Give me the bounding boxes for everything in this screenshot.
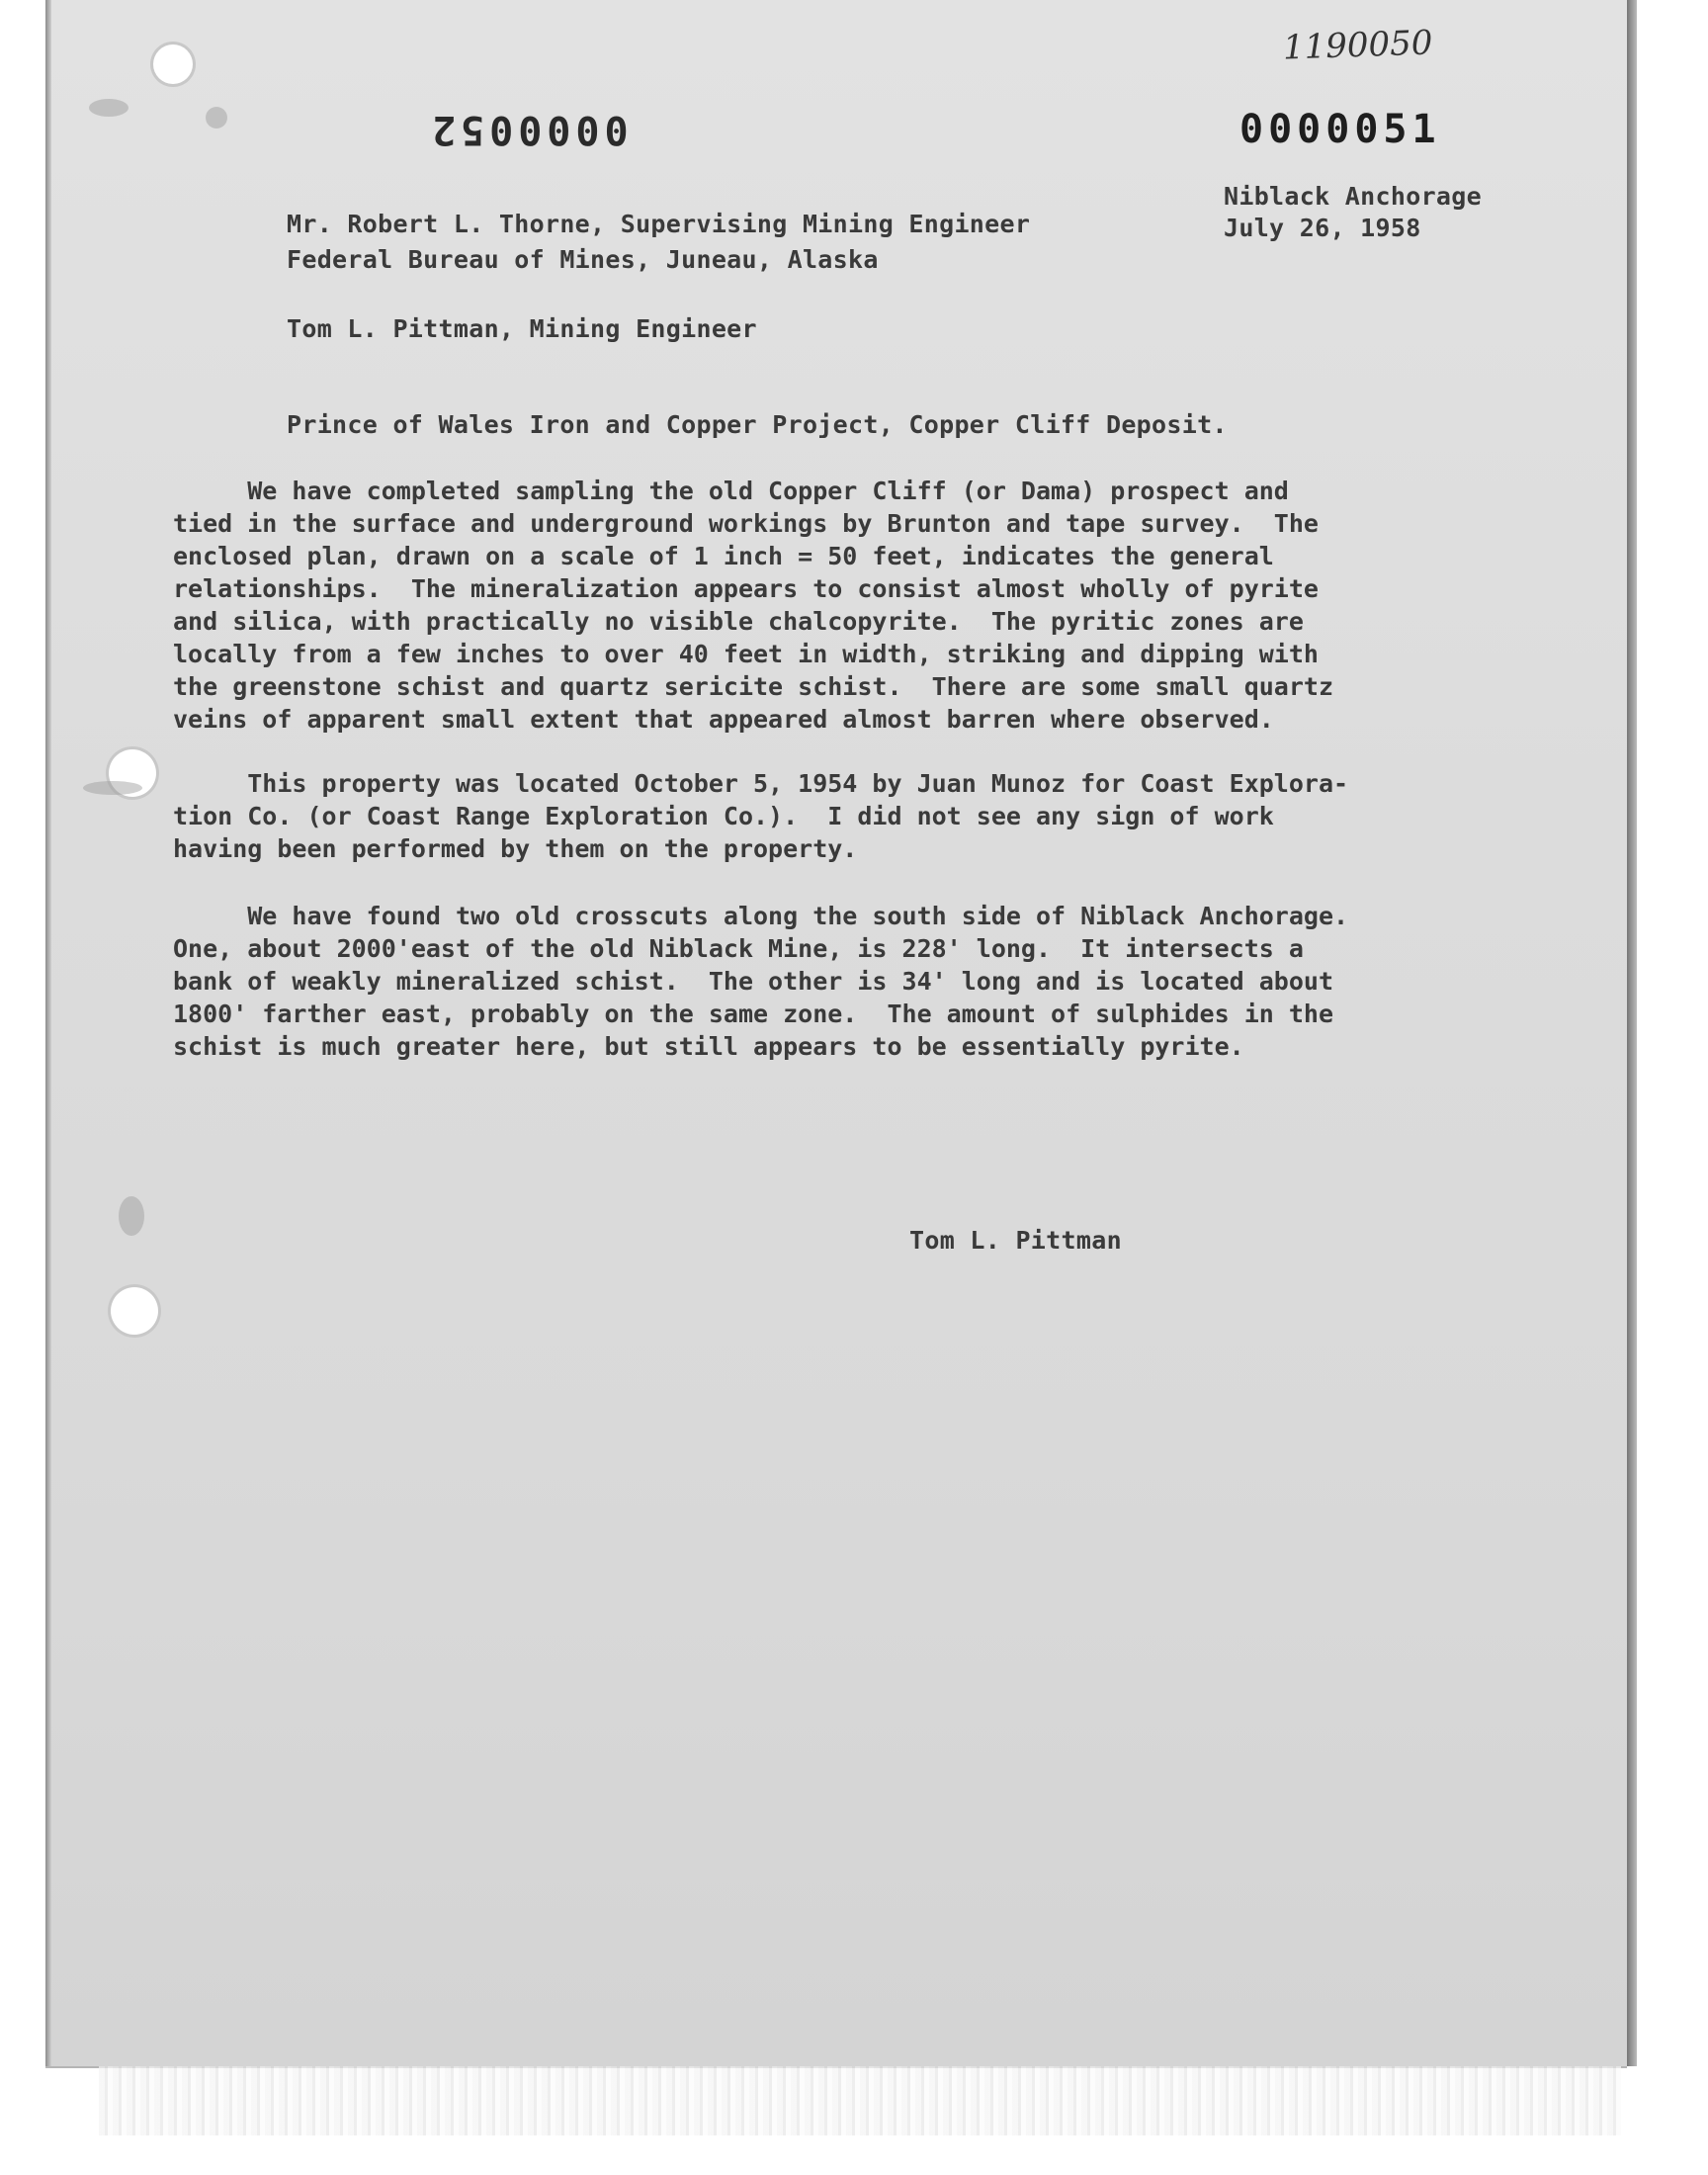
paragraph-line: schist is much greater here, but still appears to be essentially pyrite. [173,1032,1244,1061]
paragraph-line: tion Co. (or Coast Range Exploration Co.). I did not see any sign of work [173,802,1274,830]
body-paragraph [173,900,1348,1063]
paragraph-line: the greenstone schist and quartz sericite schist. There are some small quartz [173,672,1333,701]
sheet-right-edge [1627,0,1637,2066]
smudge-mark [83,781,142,795]
body-paragraph [173,475,1333,736]
paragraph-line: having been performed by them on the property. [173,834,858,863]
smudge-mark [119,1196,144,1236]
stamp-number: 0000051 [1239,107,1441,152]
paragraph-line: locally from a few inches to over 40 feet in width, striking and dipping with [173,640,1319,668]
recipient-name-line: Mr. Robert L. Thorne, Supervising Mining Engineer [287,210,1031,238]
sheet-left-edge [45,0,51,2066]
body-paragraph [173,767,1348,865]
paragraph-line: One, about 2000'east of the old Niblack Mine, is 228' long. It intersects a [173,934,1304,963]
paragraph-line: This property was located October 5, 1954 by Juan Munoz for Coast Explora- [173,769,1349,798]
inverted-stamp-number: 0000052 [427,107,629,152]
handwritten-number: 1190050 [1282,23,1434,68]
smudge-mark [89,99,128,117]
recipient-address-line: Federal Bureau of Mines, Juneau, Alaska [287,245,879,274]
paragraph-line: 1800' farther east, probably on the same zone. The amount of sulphides in the [173,1000,1333,1028]
paragraph-line: veins of apparent small extent that appeared almost barren where observed. [173,705,1274,734]
header-location: Niblack Anchorage [1224,182,1482,211]
paragraph-line: and silica, with practically no visible chalcopyrite. The pyritic zones are [173,607,1304,636]
paragraph-line: We have completed sampling the old Copper Cliff (or Dama) prospect and [173,477,1289,505]
signature-line: Tom L. Pittman [909,1226,1122,1255]
smudge-mark [206,107,227,129]
paragraph-line: bank of weakly mineralized schist. The other is 34' long and is located about [173,967,1333,996]
punch-hole-top [153,44,193,84]
header-date: July 26, 1958 [1224,214,1421,242]
paragraph-line: enclosed plan, drawn on a scale of 1 inch = 50 feet, indicates the general [173,542,1274,570]
sender-line: Tom L. Pittman, Mining Engineer [287,314,757,343]
paragraph-line: We have found two old crosscuts along the south side of Niblack Anchorage. [173,902,1349,930]
paragraph-line: relationships. The mineralization appears to consist almost wholly of pyrite [173,574,1319,603]
punch-hole-bottom [111,1287,158,1335]
scan-artifact-strip [99,2066,1621,2135]
paragraph-line: tied in the surface and underground workings by Brunton and tape survey. The [173,509,1319,538]
subject-line: Prince of Wales Iron and Copper Project, Copper Cliff Deposit. [287,410,1228,439]
